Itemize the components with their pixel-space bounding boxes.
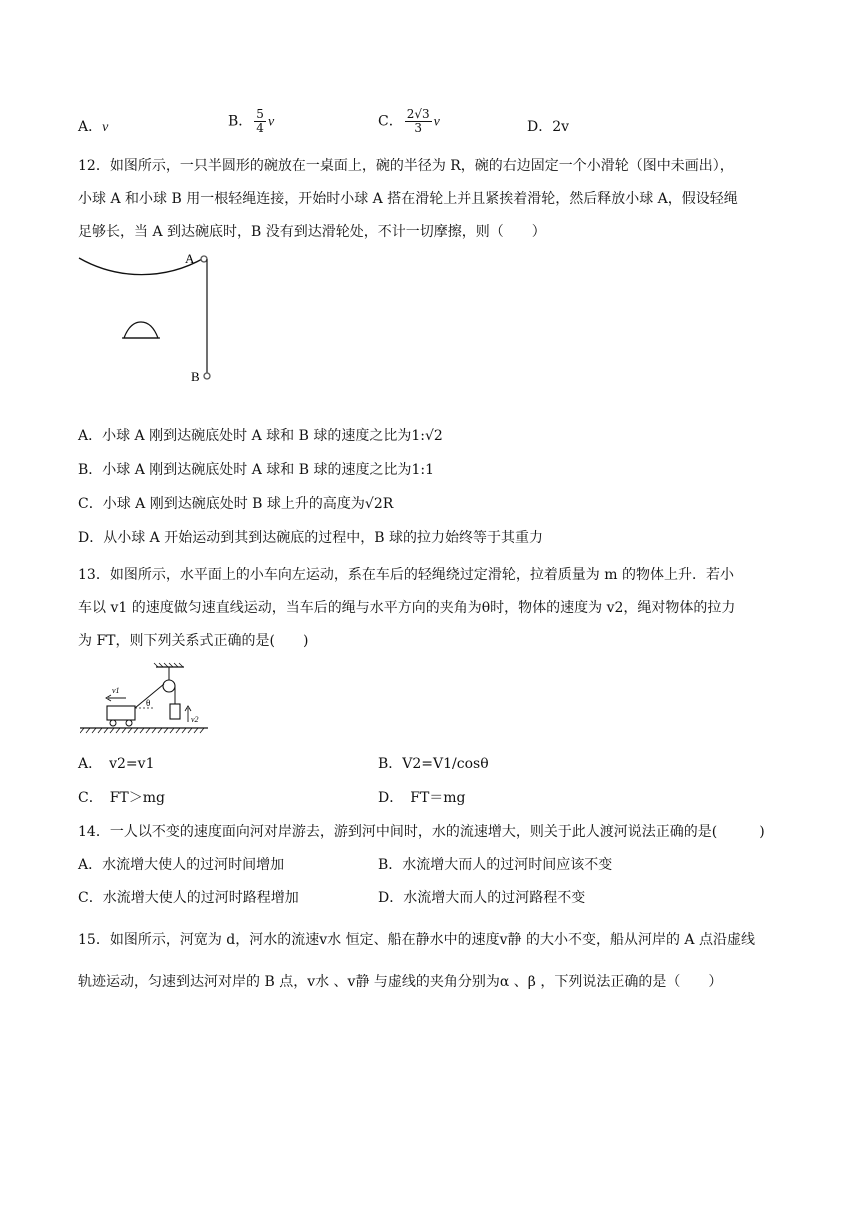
q12-stem-line-2: 小球 A 和小球 B 用一根轻绳连接，开始时小球 A 搭在滑轮上并且紧挨着滑轮，然后释放小球 A，假设轻绳: [78, 191, 738, 207]
cart-pulley-figure: [80, 662, 210, 742]
theta-label: θ: [146, 698, 151, 708]
q11-option-d: [527, 117, 569, 137]
option-value: 2v: [552, 119, 570, 135]
q11-option-a: [78, 117, 108, 138]
fraction: [254, 108, 266, 135]
q14-option-b: B．水流增大而人的过河时间应该不变: [378, 857, 613, 873]
q13-option-c: C． FT＞mg: [78, 790, 166, 806]
q13-stem-line-2: 车以 v1 的速度做匀速直线运动，当车后的绳与水平方向的夹角为θ时，物体的速度为 v2，绳对物体的拉力: [78, 600, 736, 616]
fraction-numerator: 2√3: [406, 107, 430, 121]
option-letter: A．: [78, 119, 103, 135]
option-letter: C．: [378, 113, 403, 130]
q13-stem-line-3: 为 FT，则下列关系式正确的是( ): [78, 633, 309, 649]
q12-stem-line-3: 足够长，当 A 到达碗底时，B 没有到达滑轮处，不计一切摩擦，则（ ）: [78, 224, 546, 240]
q11-option-b: [228, 108, 274, 135]
pulley: [163, 680, 175, 692]
q13-option-a: A． v2=v1: [78, 756, 155, 772]
q14-option-d: D．水流增大而人的过河路程不变: [378, 890, 586, 906]
q13-option-d: D． FT＝mg: [378, 790, 466, 806]
v1-label: v1: [112, 686, 120, 695]
q12-option-c: C．小球 A 刚到达碗底处时 B 球上升的高度为√2R: [78, 496, 394, 512]
option-letter: D．: [527, 119, 553, 135]
ball-a: [201, 256, 207, 262]
option-letter: B．: [228, 113, 253, 130]
label-b: B: [191, 369, 200, 384]
cart-wheel-left: [110, 720, 116, 726]
option-value: v: [267, 114, 275, 130]
hanging-block: [170, 704, 180, 719]
q12-option-a: A．小球 A 刚到达碗底处时 A 球和 B 球的速度之比为1:√2: [78, 428, 443, 444]
q12-option-d: D．从小球 A 开始运动到其到达碗底的过程中，B 球的拉力始终等于其重力: [78, 530, 543, 546]
q11-option-c: [378, 108, 440, 135]
bowl-pulley-figure: [74, 250, 224, 390]
ball-b: [204, 373, 210, 379]
fraction-numerator: 5: [256, 107, 264, 121]
fraction-denominator: 4: [256, 121, 264, 135]
option-value: v: [102, 120, 109, 135]
q14-option-c: C．水流增大使人的过河时路程增加: [78, 890, 299, 906]
ground-hatch: [80, 728, 204, 733]
cart-body: [107, 706, 135, 720]
q15-stem-line-1: 15．如图所示，河宽为 d，河水的流速v水 恒定、船在静水中的速度v静 的大小不变，船从河岸的 A 点沿虚线: [78, 932, 755, 948]
q15-stem-line-2: 轨迹运动，匀速到达河对岸的 B 点，v水 、v静 与虚线的夹角分别为α 、β ，下列说法正确的是（ ）: [78, 974, 723, 990]
q12-option-b: B．小球 A 刚到达碗底处时 A 球和 B 球的速度之比为1:1: [78, 462, 435, 478]
q14-stem: 14．一人以不变的速度面向河对岸游去，游到河中间时，水的流速增大，则关于此人渡河说法正确的是( ): [78, 824, 765, 840]
q13-stem-line-1: 13．如图所示，水平面上的小车向左运动，系在车后的轻绳绕过定滑轮，拉着质量为 m 的物体上升．若小: [78, 567, 734, 583]
fraction-denominator: 3: [414, 121, 422, 135]
fraction: [405, 108, 432, 135]
bowl-stand: [124, 322, 158, 338]
q14-option-a: A．水流增大使人的过河时间增加: [78, 857, 285, 873]
q12-stem-line-1: 12．如图所示，一只半圆形的碗放在一桌面上，碗的半径为 R，碗的右边固定一个小滑轮（图中未画出），: [78, 158, 734, 174]
label-a: A: [185, 251, 195, 266]
v2-label: v2: [191, 715, 199, 724]
option-value: v: [433, 114, 440, 130]
q13-option-b: B．V2=V1/cosθ: [378, 756, 489, 772]
cart-wheel-right: [126, 720, 132, 726]
